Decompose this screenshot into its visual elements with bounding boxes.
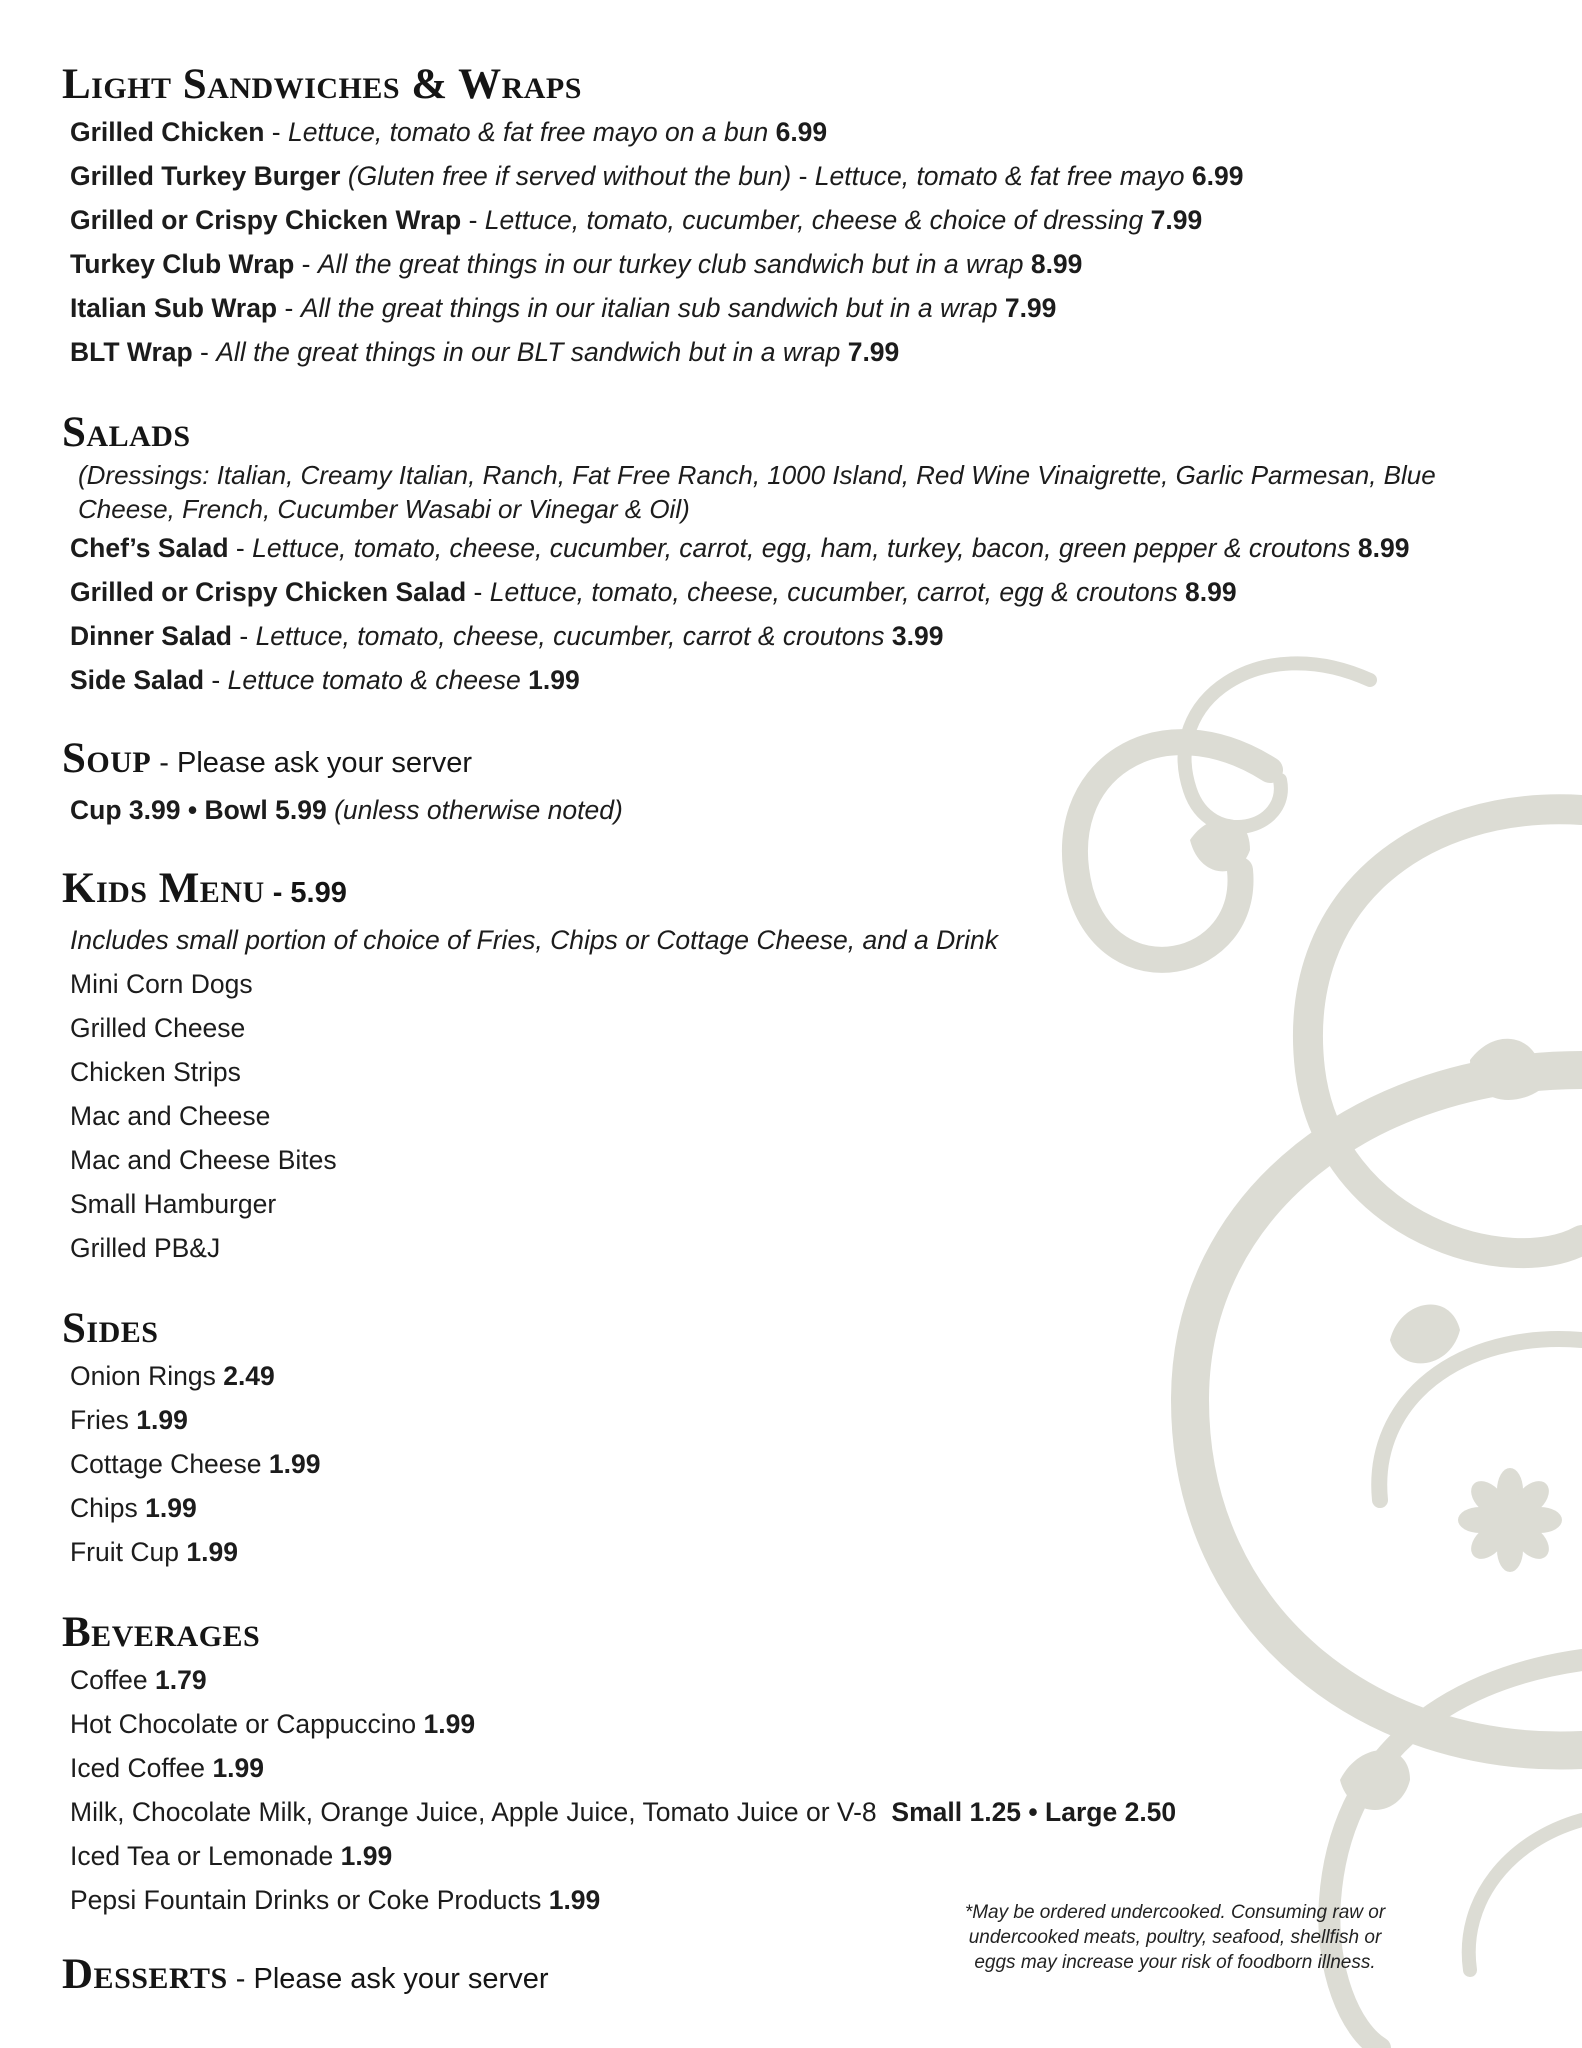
item-description: All the great things in our italian sub sandwich but in a wrap [300,293,998,323]
item-price: 1.79 [154,1665,207,1695]
item-price: 6.99 [775,117,828,147]
item-name: Coffee [70,1665,148,1695]
item-name: Turkey Club Wrap [70,249,295,279]
item-price: 3.99 [891,621,944,651]
item-price: 8.99 [1357,533,1410,563]
menu-item [70,1398,1522,1442]
menu-item [70,1790,1522,1834]
item-name: Italian Sub Wrap [70,293,278,323]
kids-title: Kids Menu [62,865,265,912]
list-item: Mac and Cheese Bites [70,1145,337,1175]
item-price: Small 1.25 • Large 2.50 [891,1797,1177,1827]
menu-item: Grilled or Crispy Chicken Wrap - Lettuce, tomato, cucumber, cheese & choice of dressing 7.99 [70,205,1203,235]
list-item: Small Hamburger [70,1189,277,1219]
soup-title: Soup [62,735,152,782]
menu-item [70,1746,1522,1790]
menu-item [70,1442,1522,1486]
section-title-salads: Salads [62,409,191,456]
item-price: 1.99 [145,1493,197,1523]
item-name: Chef’s Salad [70,533,229,563]
item-description: Lettuce, tomato & fat free mayo [814,161,1185,191]
list-item: Chicken Strips [70,1057,241,1087]
soup-subtitle: - Please ask your server [151,747,472,779]
menu-item: Side Salad - Lettuce tomato & cheese 1.99 [70,665,580,695]
list-item: Grilled PB&J [70,1233,221,1263]
item-description: Lettuce, tomato, cucumber, cheese & choice of dressing [484,205,1144,235]
item-price: 8.99 [1185,577,1237,607]
item-price: 1.99 [423,1709,476,1739]
menu-item: Grilled or Crispy Chicken Salad - Lettuce, tomato, cheese, cucumber, carrot, egg & croutons 8.99 [70,577,1237,607]
item-name: Pepsi Fountain Drinks or Coke Products [70,1885,542,1915]
item-price: 1.99 [212,1753,265,1783]
item-price: 7.99 [1004,293,1057,323]
kids-price: - 5.99 [264,877,347,909]
soup-cup-price: Cup 3.99 [70,795,181,825]
item-name: Grilled Turkey Burger [70,161,341,191]
section-soup [62,734,1522,832]
menu-page [62,60,1522,2004]
section-beverages [62,1608,1522,1922]
price-separator: • [180,795,205,825]
item-name: Side Salad [70,665,205,695]
item-name: Grilled or Crispy Chicken Wrap [70,205,462,235]
kids-includes-note: Includes small portion of choice of Fries, Chips or Cottage Cheese, and a Drink [70,925,998,955]
menu-item [70,1530,1522,1574]
item-name: BLT Wrap [70,337,193,367]
menu-item: BLT Wrap - All the great things in our BLT sandwich but in a wrap 7.99 [70,337,900,367]
food-safety-disclaimer [930,1900,1420,1975]
menu-item [70,1354,1522,1398]
item-description: All the great things in our turkey club sandwich but in a wrap [317,249,1024,279]
section-title-beverages: Beverages [62,1609,261,1656]
item-description: Lettuce, tomato, cheese, cucumber, carrot & croutons [255,621,885,651]
disclaimer-line: eggs may increase your risk of foodborn illness. [974,1952,1376,1973]
item-name: Iced Coffee [70,1753,206,1783]
menu-item: Turkey Club Wrap - All the great things in our turkey club sandwich but in a wrap 8.99 [70,249,1083,279]
item-price: 7.99 [847,337,900,367]
soup-bowl-price: Bowl 5.99 [204,795,327,825]
list-item: Grilled Cheese [70,1013,246,1043]
soup-note: (unless otherwise noted) [326,795,623,825]
item-name: Cottage Cheese [70,1449,262,1479]
menu-item [70,1702,1522,1746]
item-name: Grilled or Crispy Chicken Salad [70,577,467,607]
item-price: 8.99 [1030,249,1083,279]
item-price: 1.99 [268,1449,321,1479]
disclaimer-line: *May be ordered undercooked. Consuming raw or [964,1902,1386,1923]
item-name: Onion Rings [70,1361,216,1391]
item-description: Lettuce, tomato & fat free mayo on a bun [287,117,769,147]
desserts-title: Desserts [62,1951,228,1998]
menu-item: Chef’s Salad - Lettuce, tomato, cheese, cucumber, carrot, egg, ham, turkey, bacon, green pepper & croutons 8.99 [70,533,1410,563]
item-name: Dinner Salad [70,621,232,651]
menu-item: Grilled Chicken - Lettuce, tomato & fat free mayo on a bun 6.99 [70,117,828,147]
section-title-sandwiches: Light Sandwiches & Wraps [62,61,582,108]
dressings-note: (Dressings: Italian, Creamy Italian, Ranch, Fat Free Ranch, 1000 Island, Red Wine Vinaigrette, Garlic Parmesan, Blue Cheese, French, Cucumber Wasabi or Vinegar & Oil) [78,460,1436,524]
list-item: Mini Corn Dogs [70,969,253,999]
section-sides [62,1304,1522,1574]
item-name: Iced Tea or Lemonade [70,1841,334,1871]
item-note: (Gluten free if served without the bun) [347,161,792,191]
item-price: 1.99 [186,1537,238,1567]
disclaimer-line: undercooked meats, poultry, seafood, shellfish or [968,1927,1382,1948]
item-price: 6.99 [1191,161,1244,191]
section-kids-menu [62,864,1522,1270]
item-name: Chips [70,1493,138,1523]
item-price: 7.99 [1150,205,1203,235]
section-title-soup [62,734,1522,788]
section-title-kids [62,864,1522,918]
menu-item: Italian Sub Wrap - All the great things in our italian sub sandwich but in a wrap 7.99 [70,293,1057,323]
item-price: 1.99 [548,1885,601,1915]
item-description: Lettuce, tomato, cheese, cucumber, carrot, egg & croutons [489,577,1178,607]
item-price: 1.99 [340,1841,393,1871]
item-price: 2.49 [223,1361,275,1391]
item-description: Lettuce tomato & cheese [227,665,521,695]
menu-item [70,1834,1522,1878]
item-name: Grilled Chicken [70,117,265,147]
item-description: Lettuce, tomato, cheese, cucumber, carrot, egg, ham, turkey, bacon, green pepper & croutons [252,533,1351,563]
item-name: Fruit Cup [70,1537,179,1567]
item-price: 1.99 [528,665,580,695]
item-name: Hot Chocolate or Cappuccino [70,1709,417,1739]
soup-prices [70,788,1522,832]
item-price: 1.99 [136,1405,188,1435]
item-description: All the great things in our BLT sandwich but in a wrap [216,337,841,367]
section-title-sides: Sides [62,1305,159,1352]
section-sandwiches [62,60,1522,374]
desserts-subtitle: - Please ask your server [227,1963,549,1995]
section-salads [62,408,1522,702]
list-item: Mac and Cheese [70,1101,271,1131]
menu-item [70,1658,1522,1702]
item-name: Milk, Chocolate Milk, Orange Juice, Apple Juice, Tomato Juice or V-8 [70,1797,877,1827]
item-name: Fries [70,1405,129,1435]
menu-item: Dinner Salad - Lettuce, tomato, cheese, cucumber, carrot & croutons 3.99 [70,621,944,651]
menu-item: Grilled Turkey Burger (Gluten free if served without the bun) - Lettuce, tomato & fat free mayo 6.99 [70,161,1244,191]
menu-item [70,1486,1522,1530]
